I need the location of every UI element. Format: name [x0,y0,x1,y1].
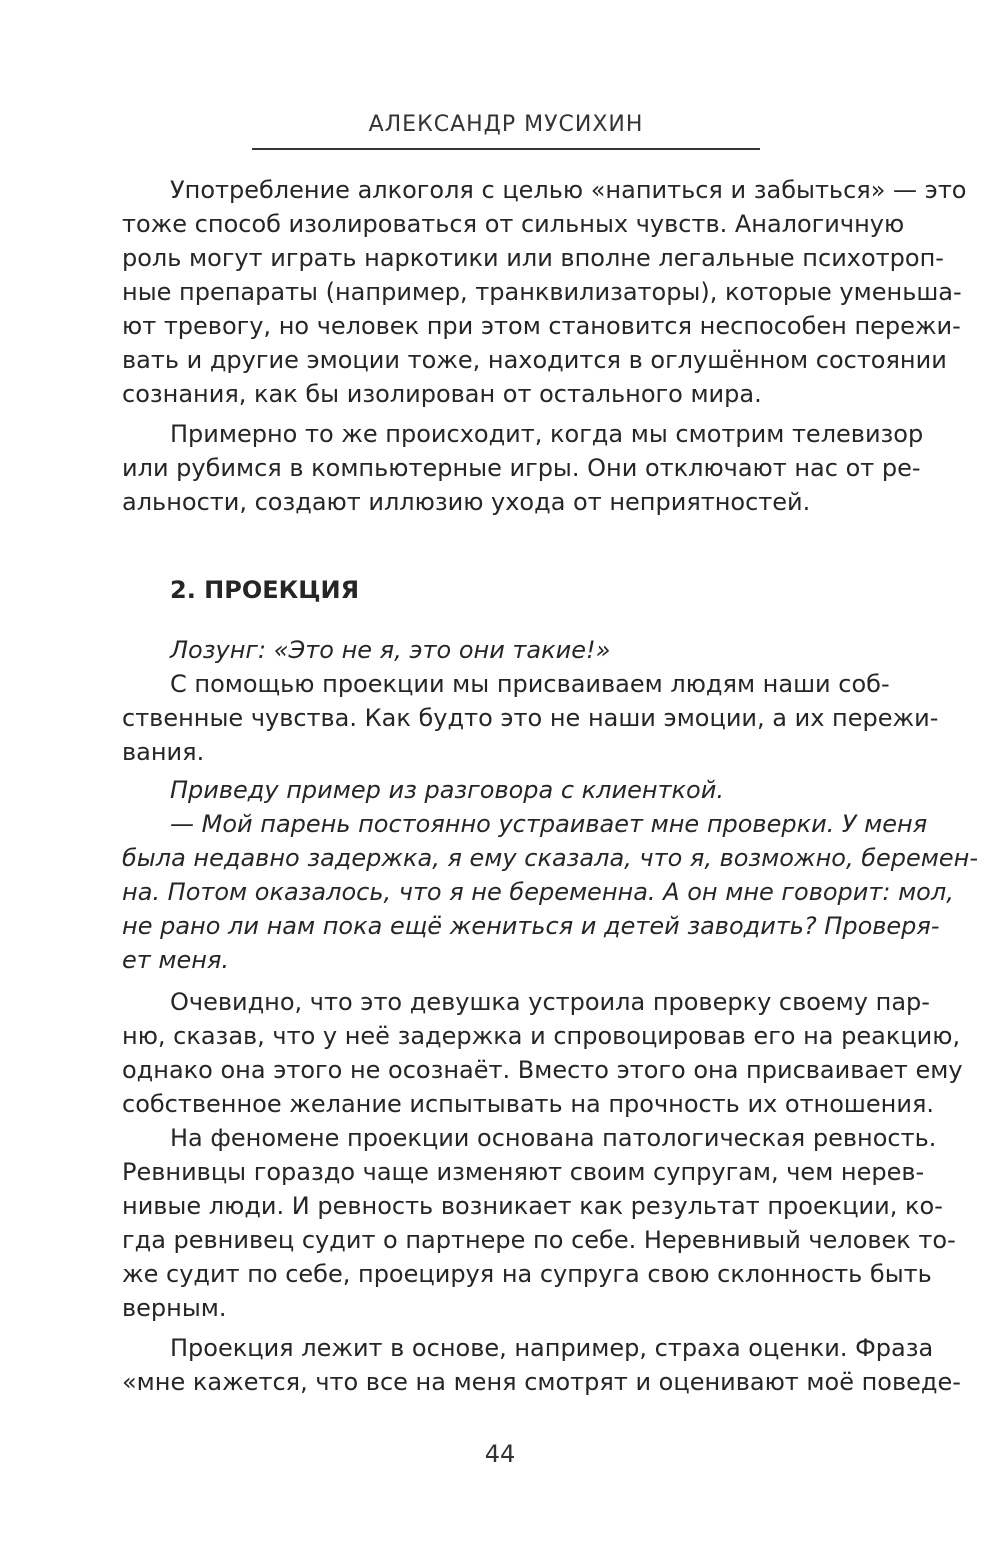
page-number: 44 [484,1440,516,1468]
italic-line: — Мой парень постоянно устраивает мне проверки. У меня [170,810,928,838]
italic-line: ет меня. [122,946,230,974]
italic-line: на. Потом оказалось, что я не беременна. А он мне говорит: мол, [122,878,954,906]
text-line: или рубимся в компьютерные игры. Они отключают нас от ре- [122,454,921,482]
header-rule [252,148,760,150]
text-line: вания. [122,738,205,766]
running-title: АЛЕКСАНДР МУСИХИН [368,112,644,137]
text-line: собственное желание испытывать на прочность их отношения. [122,1090,935,1118]
text-line: сознания, как бы изолирован от остального мира. [122,380,762,408]
text-line: Ревнивцы гораздо чаще изменяют своим супругам, чем нерев- [122,1158,925,1186]
text-line: роль могут играть наркотики или вполне легальные психотроп- [122,244,944,272]
text-line: однако она этого не осознаёт. Вместо этого она присваивает ему [122,1056,963,1084]
text-line: тоже способ изолироваться от сильных чувств. Аналогичную [122,210,905,238]
italic-line: была недавно задержка, я ему сказала, что я, возможно, беремен- [122,844,979,872]
text-line: ные препараты (например, транквилизаторы), которые уменьша- [122,278,962,306]
text-line: верным. [122,1294,227,1322]
text-line: вать и другие эмоции тоже, находится в оглушённом состоянии [122,346,947,374]
text-line: гда ревнивец судит о партнере по себе. Неревнивый человек то- [122,1226,956,1254]
text-line: На феномене проекции основана патологическая ревность. [170,1124,937,1152]
italic-line: не рано ли нам пока ещё жениться и детей заводить? Проверя- [122,912,940,940]
text-line: же судит по себе, проецируя на супруга свою склонность быть [122,1260,932,1288]
text-line: ют тревогу, но человек при этом становится неспособен пережи- [122,312,961,340]
text-line: Очевидно, что это девушка устроила проверку своему пар- [170,988,930,1016]
text-line: ственные чувства. Как будто это не наши эмоции, а их пережи- [122,704,939,732]
text-line: ню, сказав, что у неё задержка и спровоцировав его на реакцию, [122,1022,961,1050]
text-line: Примерно то же происходит, когда мы смотрим телевизор [170,420,924,448]
slogan-line: Лозунг: «Это не я, это они такие!» [170,636,611,664]
text-line: Проекция лежит в основе, например, страха оценки. Фраза [170,1334,934,1362]
text-line: альности, создают иллюзию ухода от неприятностей. [122,488,811,516]
text-line: «мне кажется, что все на меня смотрят и оценивают моё поведе- [122,1368,961,1396]
text-line: нивые люди. И ревность возникает как результат проекции, ко- [122,1192,943,1220]
text-line: С помощью проекции мы присваиваем людям наши соб- [170,670,890,698]
section-heading: 2. ПРОЕКЦИЯ [170,576,360,604]
text-line: Употребление алкоголя с целью «напиться и забыться» — это [170,176,967,204]
italic-line: Приведу пример из разговора с клиенткой. [170,776,724,804]
